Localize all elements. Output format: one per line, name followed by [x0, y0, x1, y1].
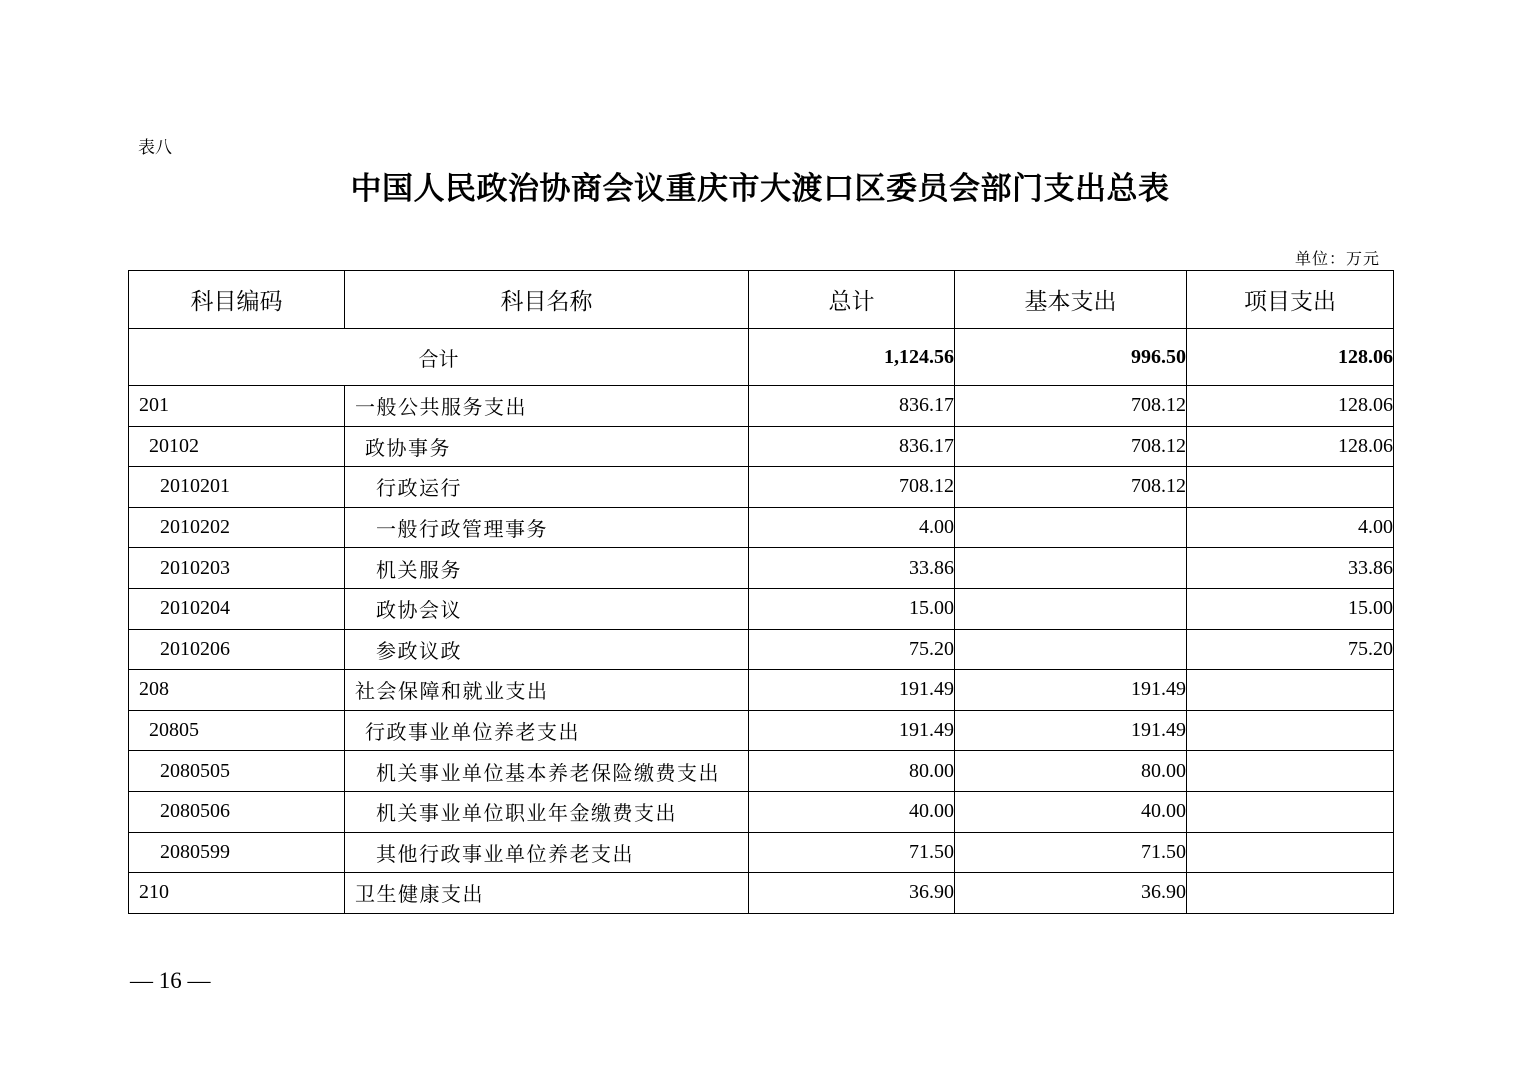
- table-row: [129, 791, 1394, 832]
- row-project: 75.20: [1187, 629, 1394, 670]
- row-basic: 708.12: [955, 426, 1187, 467]
- row-project: 128.06: [1187, 426, 1394, 467]
- row-total: 191.49: [749, 670, 955, 711]
- row-basic: 191.49: [955, 710, 1187, 751]
- row-basic: [955, 507, 1187, 548]
- row-project: 128.06: [1187, 386, 1394, 427]
- row-code: 208: [129, 670, 345, 711]
- row-project: [1187, 873, 1394, 914]
- table-row: [129, 426, 1394, 467]
- table-row: [129, 467, 1394, 508]
- table-row: [129, 629, 1394, 670]
- row-code: 2080599: [129, 832, 345, 873]
- row-basic: 708.12: [955, 386, 1187, 427]
- row-total: 836.17: [749, 386, 955, 427]
- header-total: 总计: [749, 271, 955, 329]
- table-header-row: [129, 271, 1394, 329]
- row-name: 卫生健康支出: [345, 873, 749, 914]
- header-project: 项目支出: [1187, 271, 1394, 329]
- page-title: 中国人民政治协商会议重庆市大渡口区委员会部门支出总表: [350, 171, 1170, 207]
- header-name: 科目名称: [345, 271, 749, 329]
- total-label: 合计: [129, 329, 749, 386]
- row-name: 行政事业单位养老支出: [345, 710, 749, 751]
- row-code: 20805: [129, 710, 345, 751]
- row-total: 15.00: [749, 588, 955, 629]
- row-project: [1187, 710, 1394, 751]
- row-code: 2080506: [129, 791, 345, 832]
- row-code: 20102: [129, 426, 345, 467]
- table-row: [129, 588, 1394, 629]
- row-name: 一般公共服务支出: [345, 386, 749, 427]
- row-basic: 36.90: [955, 873, 1187, 914]
- row-total: 80.00: [749, 751, 955, 792]
- row-basic: [955, 548, 1187, 589]
- row-total: 33.86: [749, 548, 955, 589]
- table-row: [129, 507, 1394, 548]
- row-code: 2010201: [129, 467, 345, 508]
- row-total: 71.50: [749, 832, 955, 873]
- unit-label: 单位：万元: [1294, 249, 1380, 268]
- row-name: 参政议政: [345, 629, 749, 670]
- table-row: [129, 386, 1394, 427]
- total-basic: 996.50: [955, 329, 1187, 386]
- row-project: [1187, 467, 1394, 508]
- row-project: [1187, 670, 1394, 711]
- row-total: 40.00: [749, 791, 955, 832]
- row-code: 2010204: [129, 588, 345, 629]
- header-basic: 基本支出: [955, 271, 1187, 329]
- table-row: [129, 670, 1394, 711]
- row-name: 机关事业单位基本养老保险缴费支出: [345, 751, 749, 792]
- row-project: [1187, 832, 1394, 873]
- row-basic: [955, 629, 1187, 670]
- row-name: 政协事务: [345, 426, 749, 467]
- row-total: 836.17: [749, 426, 955, 467]
- total-row: [129, 329, 1394, 386]
- row-total: 4.00: [749, 507, 955, 548]
- row-code: 2080505: [129, 751, 345, 792]
- row-basic: 40.00: [955, 791, 1187, 832]
- table-label: 表八: [138, 138, 172, 158]
- table-row: [129, 751, 1394, 792]
- total-total: 1,124.56: [749, 329, 955, 386]
- row-code: 2010203: [129, 548, 345, 589]
- row-code: 2010202: [129, 507, 345, 548]
- row-project: [1187, 791, 1394, 832]
- row-basic: 71.50: [955, 832, 1187, 873]
- table-row: [129, 548, 1394, 589]
- row-code: 201: [129, 386, 345, 427]
- row-basic: 191.49: [955, 670, 1187, 711]
- row-name: 政协会议: [345, 588, 749, 629]
- row-basic: 80.00: [955, 751, 1187, 792]
- row-total: 708.12: [749, 467, 955, 508]
- row-name: 机关事业单位职业年金缴费支出: [345, 791, 749, 832]
- row-project: [1187, 751, 1394, 792]
- row-basic: [955, 588, 1187, 629]
- row-project: 33.86: [1187, 548, 1394, 589]
- row-name: 行政运行: [345, 467, 749, 508]
- row-basic: 708.12: [955, 467, 1187, 508]
- row-total: 75.20: [749, 629, 955, 670]
- row-name: 一般行政管理事务: [345, 507, 749, 548]
- row-name: 社会保障和就业支出: [345, 670, 749, 711]
- row-total: 36.90: [749, 873, 955, 914]
- row-total: 191.49: [749, 710, 955, 751]
- table-row: [129, 710, 1394, 751]
- page-number: — 16 —: [130, 968, 211, 993]
- row-name: 机关服务: [345, 548, 749, 589]
- row-project: 15.00: [1187, 588, 1394, 629]
- header-code: 科目编码: [129, 271, 345, 329]
- row-name: 其他行政事业单位养老支出: [345, 832, 749, 873]
- row-code: 210: [129, 873, 345, 914]
- expenditure-table: [128, 270, 1394, 914]
- row-code: 2010206: [129, 629, 345, 670]
- total-project: 128.06: [1187, 329, 1394, 386]
- row-project: 4.00: [1187, 507, 1394, 548]
- table-row: [129, 832, 1394, 873]
- table-row: [129, 873, 1394, 914]
